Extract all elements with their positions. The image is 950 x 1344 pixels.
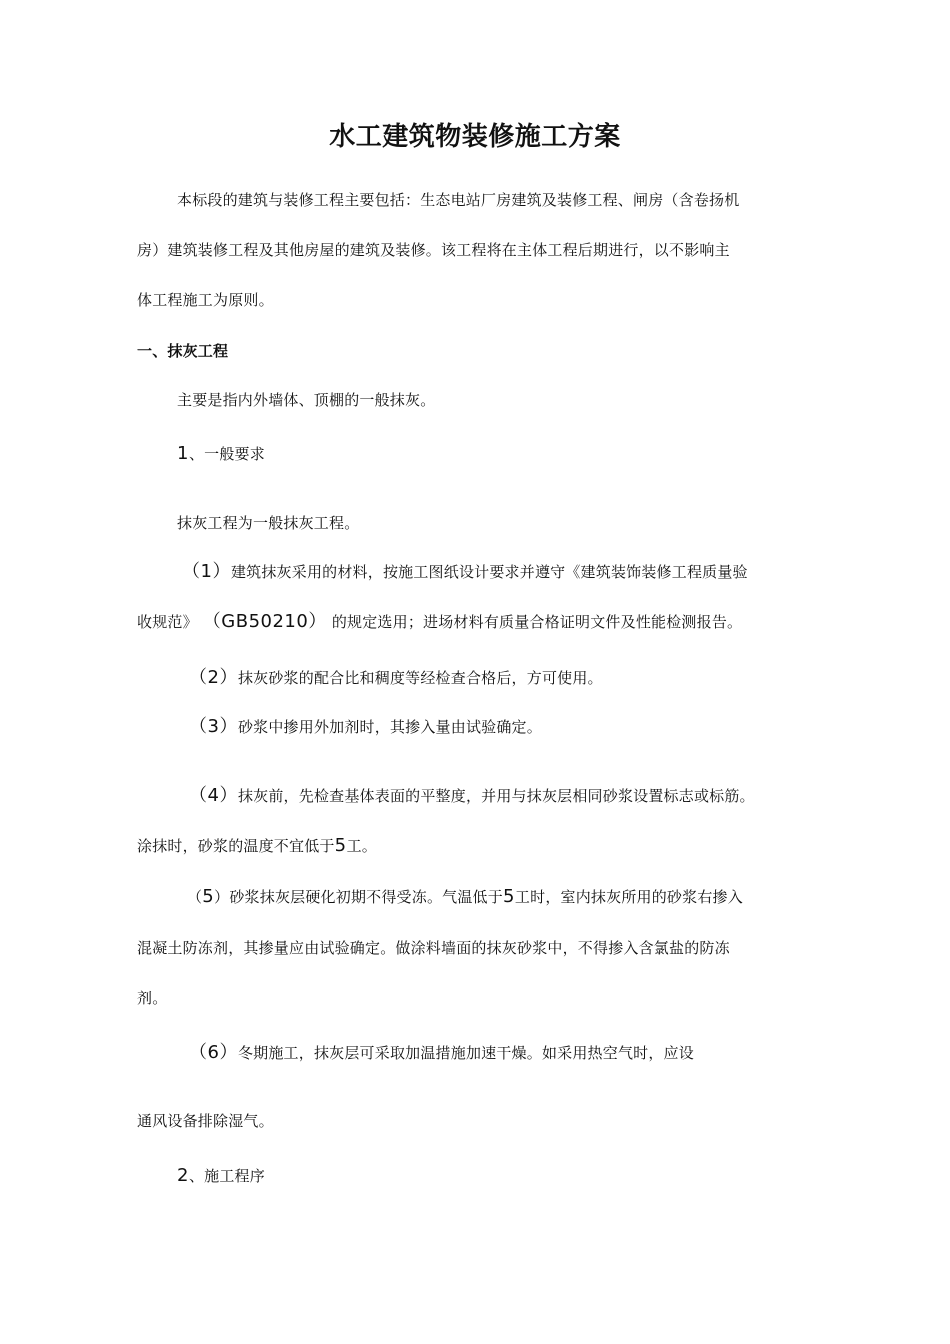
item-number: （4）	[189, 785, 238, 806]
item-5-line-2: 混凝土防冻剂，其掺量应由试验确定。做涂料墙面的抹灰砂浆中，不得掺入含氯盐的防冻	[137, 939, 730, 957]
item-5-line-1	[187, 887, 743, 907]
item-3	[189, 717, 542, 737]
intro-line-1: 本标段的建筑与装修工程主要包括：生态电站厂房建筑及装修工程、闸房（含卷扬机	[177, 191, 740, 209]
item-text: 工。	[346, 837, 377, 855]
item-number: （2）	[189, 667, 238, 688]
item-4-line-1	[189, 786, 755, 806]
item-2	[189, 668, 603, 688]
item-text: 的规定选用；进场材料有质量合格证明文件及性能检测报告。	[331, 613, 743, 631]
item-text: 砂浆中掺用外加剂时，其掺入量由试验确定。	[237, 718, 542, 736]
item-number: 5	[202, 886, 215, 907]
subheading-text: 、施工程序	[188, 1167, 265, 1185]
item-number: （1）	[182, 561, 231, 582]
item-4-line-2	[137, 836, 377, 856]
item-text: 冬期施工，抹灰层可采取加温措施加速干燥。如采用热空气时，应设	[237, 1044, 694, 1062]
intro-line-3: 体工程施工为原则。	[137, 291, 274, 309]
item-5-line-3: 剂。	[137, 989, 168, 1007]
temperature-value: 5	[502, 886, 515, 907]
intro-line-2: 房）建筑装修工程及其他房屋的建筑及装修。该工程将在主体工程后期进行，以不影响主	[137, 241, 730, 259]
item-number: （3）	[189, 716, 238, 737]
subheading-number: 1	[177, 443, 189, 464]
item-1-line-1	[182, 562, 748, 582]
item-text: 收规范》	[137, 613, 198, 631]
item-number: （6）	[189, 1042, 238, 1063]
item-6-line-1	[189, 1043, 694, 1063]
section-description: 主要是指内外墙体、顶棚的一般抹灰。	[177, 391, 436, 409]
subheading-general-requirements	[177, 444, 265, 464]
item-text: 建筑抹灰采用的材料，按施工图纸设计要求并遵守《建筑装饰装修工程质量验	[230, 563, 748, 581]
item-text: 抹灰前，先检查基体表面的平整度，并用与抹灰层相同砂浆设置标志或标筋。	[237, 787, 755, 805]
document-title: 水工建筑物装修施工方案	[329, 122, 621, 152]
item-text: 涂抹时，砂浆的温度不宜低于	[137, 837, 335, 855]
subheading-construction-procedure	[177, 1166, 265, 1186]
general-statement: 抹灰工程为一般抹灰工程。	[177, 514, 360, 532]
standard-code: （GB50210）	[202, 611, 327, 632]
section-heading-plastering: 一、抹灰工程	[137, 342, 229, 360]
item-paren: （	[187, 888, 203, 906]
item-6-line-2: 通风设备排除湿气。	[137, 1112, 274, 1130]
subheading-text: 、一般要求	[188, 445, 265, 463]
item-text: ）砂浆抹灰层硬化初期不得受冻。气温低于	[214, 888, 503, 906]
temperature-value: 5	[334, 835, 347, 856]
subheading-number: 2	[177, 1165, 189, 1186]
item-text: 抹灰砂浆的配合比和稠度等经检查合格后，方可使用。	[237, 669, 603, 687]
item-text: 工时，室内抹灰所用的砂浆右掺入	[514, 888, 743, 906]
item-1-line-2	[137, 612, 742, 632]
